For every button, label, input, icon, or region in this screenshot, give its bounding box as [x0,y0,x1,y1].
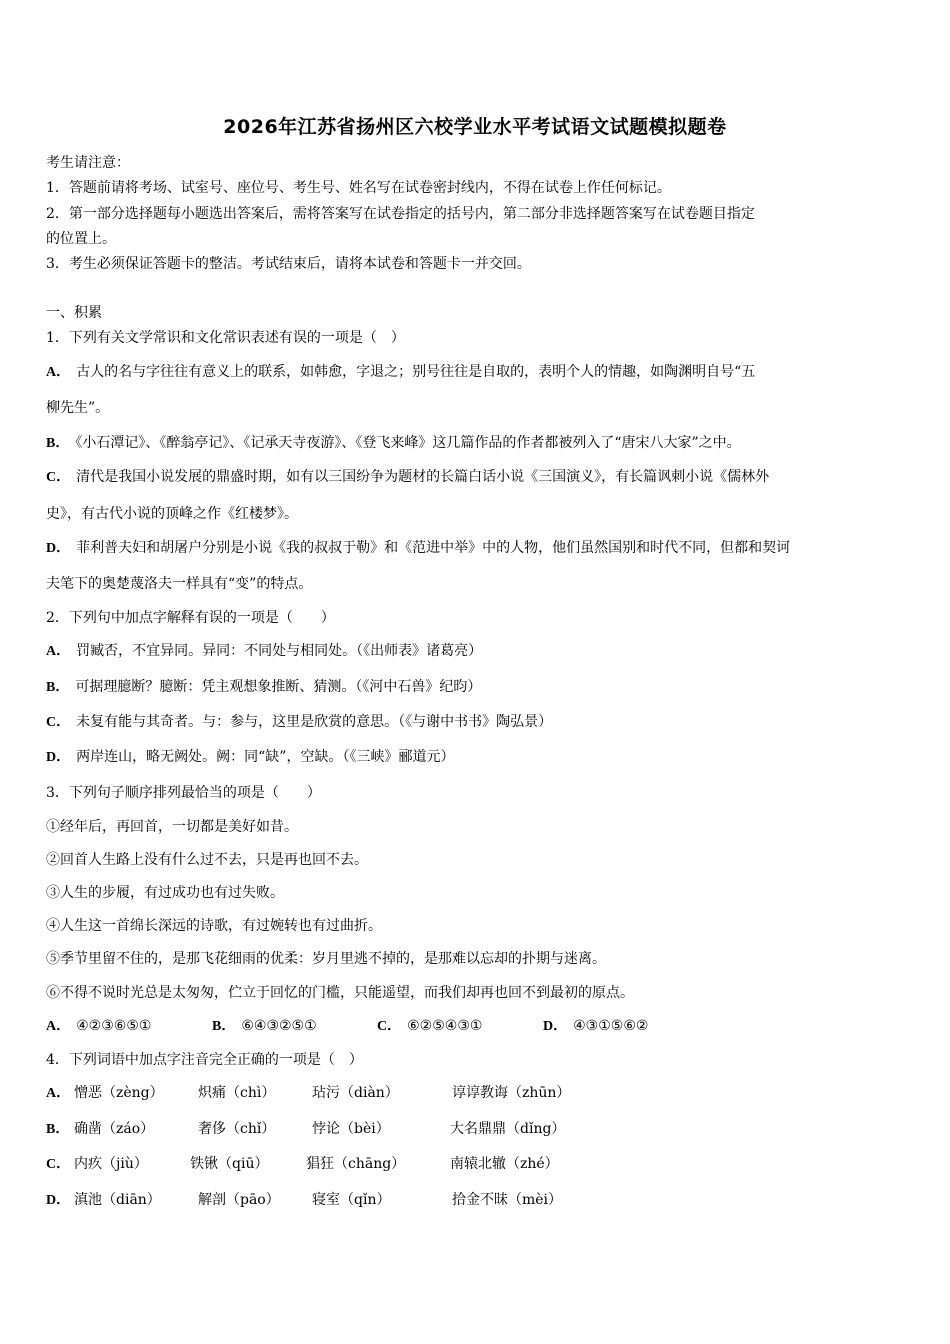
q4-option-a [46,1082,906,1102]
q1-option-c-cont: 史》，有古代小说的顶峰之作《红楼梦》。 [46,506,298,522]
q4-option-d [46,1189,906,1209]
question-4-stem [46,1049,363,1069]
q2-option-a [46,640,482,660]
option-label: B． [212,1019,236,1034]
option-text: ⑥②⑤④③① [407,1018,483,1034]
option-label: A． [46,365,71,380]
q3-sentence-1: ①经年后，再回首，一切都是美好如昔。 [46,819,298,835]
question-2-stem [46,607,335,627]
section-heading: 一、积累 [46,305,102,321]
question-number: 4． [46,1052,69,1068]
option-label: C． [46,715,71,730]
option-label: A． [46,644,71,659]
q3-sentence-3: ③人生的步履，有过成功也有过失败。 [46,885,284,901]
question-text: 下列句子顺序排列最恰当的项是（ ） [68,785,321,801]
question-1-stem [46,327,405,347]
word-2: 炽痛（chì） [198,1085,276,1101]
q2-option-c [46,711,552,731]
option-label: A． [46,1019,71,1034]
option-label: C． [46,470,71,485]
word-4: 谆谆教诲（zhūn） [452,1085,571,1101]
option-label: B． [46,680,70,695]
notice-item-1: 1．答题前请将考场、试室号、座位号、考生号、姓名写在试卷密封线内，不得在试卷上作任何标记。 [46,180,671,196]
q4-option-b [46,1118,906,1138]
option-label: C． [46,1157,71,1172]
question-text: 下列有关文学常识和文化常识表述有误的一项是（ ） [68,330,405,346]
option-text: ⑥④③②⑤① [241,1018,317,1034]
q1-option-d [46,537,790,557]
q4-option-c [46,1153,906,1173]
word-1: 确凿（záo） [74,1121,155,1137]
word-3: 悖论（bèi） [312,1121,390,1137]
word-4: 南辕北辙（zhé） [450,1156,559,1172]
option-text: 可据理臆断？臆断：凭主观想象推断、猜测。（《河中石兽》纪昀） [75,679,482,695]
option-text: 古人的名与字往往有意义上的联系，如韩愈，字退之；别号往往是自取的，表明个人的情趣，如陶渊明自号“五 [76,364,756,380]
question-3-stem [46,782,321,802]
question-number: 2． [46,610,69,626]
word-2: 铁锹（qiū） [190,1156,269,1172]
q3-sentence-2: ②回首人生路上没有什么过不去，只是再也回不去。 [46,852,368,868]
word-1: 内疚（jiù） [74,1156,148,1172]
q1-option-a [46,361,755,381]
notice-item-3: 3．考生必须保证答题卡的整洁。考试结束后，请将本试卷和答题卡一并交回。 [46,256,531,272]
option-text: 两岸连山，略无阙处。阙：同“缺”，空缺。（《三峡》郦道元） [76,749,455,765]
option-label: B． [46,436,70,451]
q2-option-b [46,676,481,696]
option-text: ④②③⑥⑤① [76,1018,152,1034]
question-text: 下列句中加点字解释有误的一项是（ ） [68,610,335,626]
word-3: 寝室（qǐn） [312,1192,391,1208]
question-number: 1． [46,330,69,346]
q3-option-c [377,1015,482,1035]
notice-heading: 考生请注意： [46,155,130,171]
q1-option-d-cont: 夫笔下的奥楚蔑洛夫一样具有“变”的特点。 [46,576,313,592]
notice-item-2-cont: 的位置上。 [46,231,116,247]
question-text: 下列词语中加点字注音完全正确的一项是（ ） [68,1052,363,1068]
option-label: D． [46,1193,71,1208]
page-title: 2026年江苏省扬州区六校学业水平考试语文试题模拟题卷 [223,116,727,138]
q3-options [46,1015,906,1035]
word-4: 拾金不昧（mèi） [452,1192,563,1208]
option-label: C． [377,1019,402,1034]
q1-option-b [46,432,741,452]
word-1: 憎恶（zèng） [74,1085,164,1101]
option-text: 清代是我国小说发展的鼎盛时期，如有以三国纷争为题材的长篇白话小说《三国演义》，有长篇讽刺小说《儒林外 [76,469,770,485]
word-3: 玷污（diàn） [312,1085,399,1101]
q3-option-d [543,1015,648,1035]
q1-option-a-cont: 柳先生”。 [46,400,110,416]
question-number: 3． [46,785,69,801]
option-label: D． [543,1019,568,1034]
option-label: D． [46,541,71,556]
q3-sentence-5: ⑤季节里留不住的，是那飞花细雨的优柔：岁月里逃不掉的，是那难以忘却的扑期与迷离。 [46,951,606,967]
word-3: 猖狂（chāng） [306,1156,406,1172]
option-label: A． [46,1086,71,1101]
word-4: 大名鼎鼎（dǐng） [450,1121,566,1137]
option-text: 《小石潭记》、《醉翁亭记》、《记承天寺夜游》、《登飞来峰》这几篇作品的作者都被列入了“唐宋八大家”之中。 [75,435,741,451]
notice-item-2: 2．第一部分选择题每小题选出答案后，需将答案写在试卷指定的括号内，第二部分非选择题答案写在试卷题目指定 [46,206,755,222]
option-text: 菲利普夫妇和胡屠户分别是小说《我的叔叔于勒》和《范进中举》中的人物，他们虽然国别和时代不同，但都和契诃 [76,540,791,556]
q3-option-a [46,1015,151,1035]
option-label: B． [46,1122,70,1137]
word-2: 奢侈（chǐ） [198,1121,276,1137]
option-text: 未复有能与其奇者。与：参与，这里是欣赏的意思。（《与谢中书书》陶弘景） [76,714,553,730]
q3-option-b [212,1015,317,1035]
q3-sentence-6: ⑥不得不说时光总是太匆匆，伫立于回忆的门槛，只能遥望，而我们却再也回不到最初的原点。 [46,985,634,1001]
q2-option-d [46,746,454,766]
q1-option-c [46,466,769,486]
word-1: 滇池（diān） [74,1192,161,1208]
q3-sentence-4: ④人生这一首绵长深远的诗歌，有过婉转也有过曲折。 [46,918,382,934]
option-text: 罚臧否，不宜异同。异同：不同处与相同处。（《出师表》诸葛亮） [76,643,483,659]
word-2: 解剖（pāo） [198,1192,280,1208]
option-label: D． [46,750,71,765]
option-text: ④③①⑤⑥② [573,1018,649,1034]
